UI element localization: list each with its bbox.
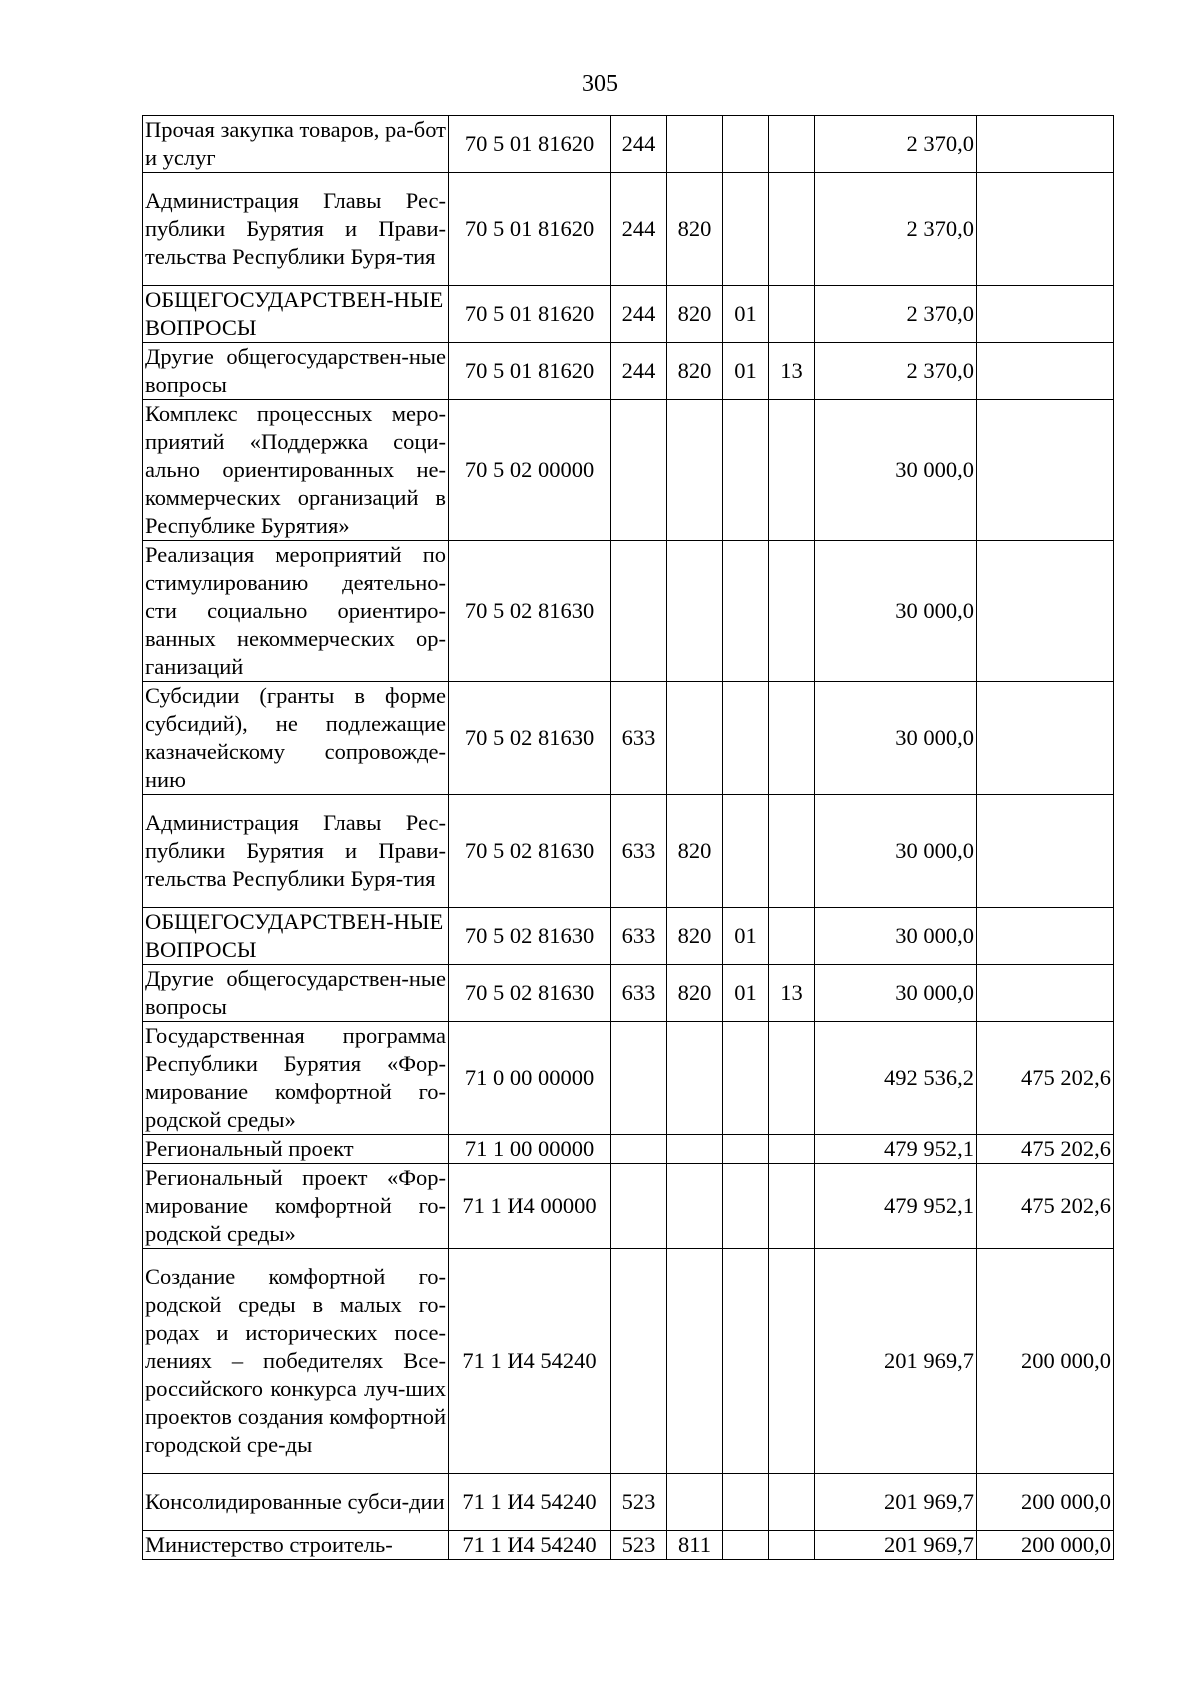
table-row [143,1249,1114,1474]
target-code: 70 5 02 81630 [449,908,611,965]
amount-first: 30 000,0 [815,541,977,682]
expense-type: 523 [611,1474,667,1531]
target-code: 70 5 01 81620 [449,286,611,343]
table-row [143,1135,1114,1164]
section-code [723,1135,769,1164]
amount-second: 475 202,6 [977,1022,1114,1135]
subsection-code: 13 [769,965,815,1022]
table-body [143,116,1114,1560]
table-row [143,682,1114,795]
row-name: Реализация мероприятий по стимулированию деятельно-сти социально ориентиро-ванных некоммерческих ор-ганизаций [143,541,449,682]
target-code: 71 1 И4 54240 [449,1249,611,1474]
amount-first: 2 370,0 [815,343,977,400]
subsection-code [769,400,815,541]
section-code: 01 [723,965,769,1022]
subsection-code [769,286,815,343]
table-row [143,1164,1114,1249]
target-code: 70 5 02 81630 [449,541,611,682]
amount-second: 200 000,0 [977,1531,1114,1560]
amount-first: 492 536,2 [815,1022,977,1135]
amount-first: 2 370,0 [815,116,977,173]
amount-second [977,682,1114,795]
ministry-code [667,1474,723,1531]
ministry-code [667,682,723,795]
target-code: 70 5 01 81620 [449,116,611,173]
amount-second [977,343,1114,400]
target-code: 70 5 02 81630 [449,965,611,1022]
section-code [723,541,769,682]
amount-second: 200 000,0 [977,1249,1114,1474]
target-code: 71 0 00 00000 [449,1022,611,1135]
ministry-code: 811 [667,1531,723,1560]
row-name: Прочая закупка товаров, ра-бот и услуг [143,116,449,173]
amount-first: 201 969,7 [815,1249,977,1474]
section-code [723,1022,769,1135]
amount-second [977,173,1114,286]
budget-table [142,115,1114,1560]
section-code [723,400,769,541]
expense-type: 244 [611,343,667,400]
amount-second [977,541,1114,682]
subsection-code [769,541,815,682]
subsection-code [769,795,815,908]
row-name: Другие общегосударствен-ные вопросы [143,343,449,400]
section-code [723,1474,769,1531]
ministry-code: 820 [667,286,723,343]
table-row [143,541,1114,682]
ministry-code [667,400,723,541]
section-code [723,1164,769,1249]
ministry-code: 820 [667,908,723,965]
expense-type: 633 [611,795,667,908]
amount-second [977,286,1114,343]
row-name: Другие общегосударствен-ные вопросы [143,965,449,1022]
amount-first: 30 000,0 [815,795,977,908]
table-row [143,1531,1114,1560]
target-code: 70 5 01 81620 [449,343,611,400]
target-code: 71 1 И4 54240 [449,1474,611,1531]
row-name: Министерство строитель- [143,1531,449,1560]
row-name: Консолидированные субси-дии [143,1474,449,1531]
row-name: ОБЩЕГОСУДАРСТВЕН-НЫЕ ВОПРОСЫ [143,908,449,965]
section-code [723,116,769,173]
table-row [143,1022,1114,1135]
amount-first: 479 952,1 [815,1135,977,1164]
expense-type: 244 [611,173,667,286]
row-name: Региональный проект [143,1135,449,1164]
expense-type [611,1164,667,1249]
expense-type [611,1249,667,1474]
amount-second: 475 202,6 [977,1164,1114,1249]
ministry-code [667,1022,723,1135]
row-name: Создание комфортной го-родской среды в малых го-родах и исторических посе-лениях – победителях Все-российского конкурса луч-ших проектов создания комфортной городской сре-ды [143,1249,449,1474]
expense-type: 523 [611,1531,667,1560]
ministry-code [667,1135,723,1164]
target-code: 71 1 И4 54240 [449,1531,611,1560]
row-name: Субсидии (гранты в форме субсидий), не подлежащие казначейскому сопровожде-нию [143,682,449,795]
row-name: Администрация Главы Рес-публики Бурятия и Прави-тельства Республики Буря-тия [143,795,449,908]
amount-second [977,908,1114,965]
section-code [723,795,769,908]
ministry-code: 820 [667,343,723,400]
subsection-code [769,1164,815,1249]
target-code: 70 5 02 81630 [449,682,611,795]
subsection-code [769,1474,815,1531]
subsection-code [769,173,815,286]
amount-second: 200 000,0 [977,1474,1114,1531]
section-code [723,173,769,286]
table-row [143,286,1114,343]
row-name: Комплекс процессных меро-приятий «Поддержка соци-ально ориентированных не-коммерческих организаций в Республике Бурятия» [143,400,449,541]
table-row [143,1474,1114,1531]
section-code: 01 [723,343,769,400]
subsection-code [769,1249,815,1474]
section-code [723,1249,769,1474]
target-code: 71 1 00 00000 [449,1135,611,1164]
amount-first: 201 969,7 [815,1474,977,1531]
amount-first: 479 952,1 [815,1164,977,1249]
subsection-code [769,116,815,173]
page-number: 305 [582,71,618,97]
ministry-code [667,1164,723,1249]
amount-first: 201 969,7 [815,1531,977,1560]
subsection-code: 13 [769,343,815,400]
table-row [143,908,1114,965]
subsection-code [769,1531,815,1560]
section-code: 01 [723,908,769,965]
amount-second [977,795,1114,908]
expense-type: 633 [611,965,667,1022]
target-code: 70 5 02 00000 [449,400,611,541]
expense-type: 244 [611,116,667,173]
ministry-code [667,1249,723,1474]
expense-type [611,1022,667,1135]
table-row [143,343,1114,400]
amount-second [977,400,1114,541]
ministry-code [667,541,723,682]
expense-type: 633 [611,682,667,795]
expense-type [611,400,667,541]
amount-first: 2 370,0 [815,286,977,343]
table-row [143,116,1114,173]
expense-type [611,541,667,682]
expense-type: 244 [611,286,667,343]
amount-second [977,965,1114,1022]
target-code: 71 1 И4 00000 [449,1164,611,1249]
subsection-code [769,682,815,795]
amount-first: 30 000,0 [815,965,977,1022]
expense-type: 633 [611,908,667,965]
subsection-code [769,908,815,965]
table-row [143,965,1114,1022]
table-row [143,795,1114,908]
row-name: ОБЩЕГОСУДАРСТВЕН-НЫЕ ВОПРОСЫ [143,286,449,343]
amount-second: 475 202,6 [977,1135,1114,1164]
table-row [143,400,1114,541]
target-code: 70 5 02 81630 [449,795,611,908]
target-code: 70 5 01 81620 [449,173,611,286]
section-code [723,682,769,795]
ministry-code [667,116,723,173]
amount-first: 30 000,0 [815,400,977,541]
ministry-code: 820 [667,965,723,1022]
ministry-code: 820 [667,795,723,908]
amount-second [977,116,1114,173]
section-code [723,1531,769,1560]
ministry-code: 820 [667,173,723,286]
amount-first: 30 000,0 [815,908,977,965]
amount-first: 30 000,0 [815,682,977,795]
subsection-code [769,1135,815,1164]
expense-type [611,1135,667,1164]
section-code: 01 [723,286,769,343]
amount-first: 2 370,0 [815,173,977,286]
row-name: Региональный проект «Фор-мирование комфортной го-родской среды» [143,1164,449,1249]
row-name: Государственная программа Республики Бурятия «Фор-мирование комфортной го-родской среды» [143,1022,449,1135]
table-row [143,173,1114,286]
subsection-code [769,1022,815,1135]
row-name: Администрация Главы Рес-публики Бурятия и Прави-тельства Республики Буря-тия [143,173,449,286]
